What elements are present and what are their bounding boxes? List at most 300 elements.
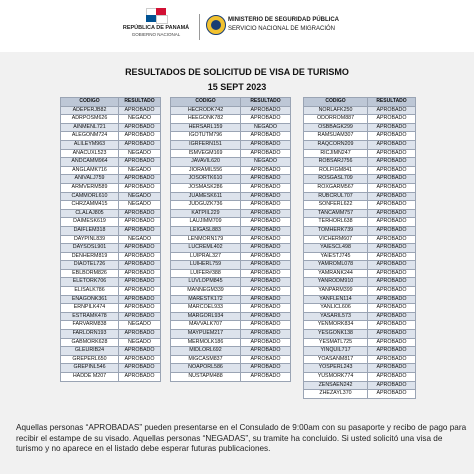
applicant-code: ROSGASL709 [304,175,368,184]
table-row [61,321,161,330]
result-value: APROBADO [241,140,291,149]
result-value: APROBADO [241,192,291,201]
applicant-code: DAYPINL839 [61,235,119,244]
table-row [304,304,416,313]
table-row [304,261,416,270]
applicant-code: ISMVEGM169 [171,149,241,158]
applicant-code: YOASANM817 [304,355,368,364]
applicant-code: YESMATL725 [304,338,368,347]
table-row [61,252,161,261]
table-row [61,106,161,115]
table-row [171,355,291,364]
table-row [61,115,161,124]
table-row [61,330,161,339]
applicant-code: ODORROM887 [304,115,368,124]
table-row [61,373,161,382]
result-value: APROBADO [241,269,291,278]
result-value: APROBADO [368,218,416,227]
table-row [304,166,416,175]
result-value: APROBADO [119,183,161,192]
table-row [61,312,161,321]
table-row [304,235,416,244]
result-value: APROBADO [368,381,416,390]
table-row [171,140,291,149]
table-row [304,158,416,167]
applicant-code: ROLFIGM841 [304,166,368,175]
applicant-code: CHRZAMM415 [61,201,119,210]
table-row [171,192,291,201]
table-row [171,226,291,235]
applicant-code: ANGLAMK716 [61,166,119,175]
table-row [171,244,291,253]
table-row [171,347,291,356]
applicant-code: JAVAVIL620 [171,158,241,167]
applicant-code: HECRODK742 [171,106,241,115]
applicant-code: YAMROML078 [304,261,368,270]
result-value: APROBADO [119,278,161,287]
result-value: APROBADO [368,209,416,218]
table-row [171,209,291,218]
result-value: APROBADO [119,295,161,304]
result-value: NEGADO [119,201,161,210]
table-row [61,158,161,167]
applicant-code: YANFLEN114 [304,295,368,304]
table-row [61,304,161,313]
result-value: APROBADO [368,183,416,192]
table-row [171,158,291,167]
table-row [304,175,416,184]
table-row [171,149,291,158]
applicant-code: NUSTAPM488 [171,373,241,382]
result-value: APROBADO [119,373,161,382]
table-header-row [171,98,291,107]
result-value: APROBADO [119,132,161,141]
table-row [304,364,416,373]
applicant-code: ARMVERM589 [61,183,119,192]
table-row [304,201,416,210]
applicant-code: ANIVALJ759 [61,175,119,184]
table-row [304,330,416,339]
result-value: APROBADO [119,364,161,373]
applicant-code: MIDLORL692 [171,347,241,356]
table-row [171,304,291,313]
table-row [61,287,161,296]
result-value: APROBADO [119,106,161,115]
result-value: NEGADO [119,149,161,158]
result-value: APROBADO [119,218,161,227]
applicant-code: MERMOLK186 [171,338,241,347]
table-row [61,183,161,192]
result-value: NEGADO [119,166,161,175]
result-value: APROBADO [368,278,416,287]
result-value: APROBADO [368,338,416,347]
result-value: APROBADO [368,192,416,201]
applicant-code: ALILEYM963 [61,140,119,149]
result-value: APROBADO [368,304,416,313]
applicant-code: ADEPERJB82 [61,106,119,115]
result-value: APROBADO [368,355,416,364]
table-row [304,132,416,141]
applicant-code: LUIHERL759 [171,261,241,270]
result-value: APROBADO [241,261,291,270]
table-row [171,312,291,321]
table-row [61,347,161,356]
result-value: NEGADO [119,192,161,201]
result-value: APROBADO [368,269,416,278]
table-row [171,166,291,175]
result-value: APROBADO [119,175,161,184]
result-value: APROBADO [119,244,161,253]
result-value: APROBADO [241,321,291,330]
applicant-code: YENMORK834 [304,321,368,330]
table-row [171,330,291,339]
applicant-code: JIORAMIL556 [171,166,241,175]
applicant-code: ELISALK786 [61,287,119,296]
table-row [304,287,416,296]
header-divider [199,14,200,40]
applicant-code: NOAPORL586 [171,364,241,373]
result-value: APROBADO [241,304,291,313]
result-value: APROBADO [368,166,416,175]
result-value: APROBADO [241,312,291,321]
table-row [304,106,416,115]
applicant-code: TANCAMM757 [304,209,368,218]
table-row [171,132,291,141]
result-value: NEGADO [241,158,291,167]
result-value: APROBADO [241,347,291,356]
applicant-code: AINMENL721 [61,123,119,132]
table-row [304,123,416,132]
applicant-code: YUSMORK774 [304,373,368,382]
applicant-code: TERHORL638 [304,218,368,227]
result-value: APROBADO [119,330,161,339]
panama-flag-icon [146,8,166,22]
table-row [61,269,161,278]
table-row [171,115,291,124]
result-value: APROBADO [241,149,291,158]
applicant-code: LAUJIMM709 [171,218,241,227]
result-value: APROBADO [241,235,291,244]
applicant-code: NORLAFK250 [304,106,368,115]
table-row [61,123,161,132]
applicant-code: RUBCRUL707 [304,192,368,201]
table-row [304,373,416,382]
applicant-code: ADRPOSM626 [61,115,119,124]
applicant-code: RAQCORN209 [304,140,368,149]
table-row [61,201,161,210]
column-header-code: CÓDIGO [304,98,368,107]
applicant-code: LEIGASL883 [171,226,241,235]
applicant-code: YAIESTJ745 [304,252,368,261]
table-row [304,244,416,253]
applicant-code: OSBBAGK299 [304,123,368,132]
result-value: APROBADO [241,106,291,115]
result-value: APROBADO [368,132,416,141]
table-row [61,278,161,287]
header-bar [0,0,474,52]
table-row [171,201,291,210]
applicant-code: TOMHERK739 [304,226,368,235]
applicant-code: LENMORN179 [171,235,241,244]
result-value: APROBADO [119,252,161,261]
result-value: APROBADO [119,287,161,296]
result-value: APROBADO [119,355,161,364]
applicant-code: YANLICL606 [304,304,368,313]
applicant-code: YESGONK138 [304,330,368,339]
applicant-code: DAIFLEM318 [61,226,119,235]
result-value: APROBADO [119,209,161,218]
applicant-code: ZHEZAYL370 [304,390,368,399]
result-value: NEGADO [119,115,161,124]
table-header-row [61,98,161,107]
result-value: APROBADO [241,175,291,184]
result-value: APROBADO [368,235,416,244]
applicant-code: DAIMESK619 [61,218,119,227]
applicant-code: YAIESCL498 [304,244,368,253]
column-header-result: RESULTADO [241,98,291,107]
result-value: APROBADO [119,158,161,167]
table-row [304,183,416,192]
applicant-code: SONFERL622 [304,201,368,210]
table-row [304,218,416,227]
result-value: APROBADO [368,140,416,149]
applicant-code: JUDGUZK736 [171,201,241,210]
footer-note: Aquellas personas “APROBADAS” pueden presentarse en el Consulado de 9:00am con su pasaporte y recibo de pago para recibir el estampe de su visado. Aquellas personas “NEGADAS”, su tramite ha concluido. Si usted solicitó una visa de turismo y no aparece en el listado debe esperar futuras publicaciones. [16,423,467,453]
result-value: APROBADO [241,373,291,382]
applicant-code: MAYPUEM217 [171,330,241,339]
table-row [171,183,291,192]
table-row [304,312,416,321]
applicant-code: IGOTUTM796 [171,132,241,141]
applicant-code: MARCOEL933 [171,304,241,313]
results-table-2 [170,97,291,382]
applicant-code: ALEGONM724 [61,132,119,141]
table-row [304,278,416,287]
table-header-row [304,98,416,107]
applicant-code: CLALAJ805 [61,209,119,218]
table-row [171,123,291,132]
result-value: APROBADO [241,252,291,261]
result-value: APROBADO [368,330,416,339]
table-row [171,287,291,296]
result-value: APROBADO [368,312,416,321]
result-value: APROBADO [241,209,291,218]
result-value: APROBADO [119,312,161,321]
applicant-code: GREPINL546 [61,364,119,373]
applicant-code: DAYSOSL901 [61,244,119,253]
gov-name: REPÚBLICA DE PANAMÁ [122,25,190,31]
result-value: APROBADO [241,226,291,235]
result-value: APROBADO [241,166,291,175]
results-table-3 [303,97,416,399]
table-row [61,132,161,141]
applicant-code: ESTRAMK478 [61,312,119,321]
result-value: APROBADO [119,123,161,132]
result-value: APROBADO [241,355,291,364]
result-value: APROBADO [368,175,416,184]
applicant-code: YANPARM399 [304,287,368,296]
result-value: APROBADO [368,252,416,261]
table-row [304,295,416,304]
result-value: APROBADO [368,321,416,330]
result-value: APROBADO [368,364,416,373]
result-value: APROBADO [368,123,416,132]
migration-seal-icon [206,15,226,35]
result-value: APROBADO [241,330,291,339]
result-value: APROBADO [368,373,416,382]
result-value: APROBADO [241,338,291,347]
service-name: SERVICIO NACIONAL DE MIGRACIÓN [228,26,336,32]
applicant-code: JOSMASK286 [171,183,241,192]
table-row [304,252,416,261]
applicant-code: MAVVALK707 [171,321,241,330]
applicant-code: ZENSAEN242 [304,381,368,390]
table-row [304,226,416,235]
applicant-code: HEEGONK782 [171,115,241,124]
result-value: APROBADO [119,226,161,235]
table-row [304,269,416,278]
table-row [171,269,291,278]
result-value: APROBADO [119,269,161,278]
applicant-code: FARVARM838 [61,321,119,330]
table-row [61,166,161,175]
table-row [61,235,161,244]
column-header-result: RESULTADO [368,98,416,107]
table-row [304,115,416,124]
applicant-code: LUIPRAL327 [171,252,241,261]
applicant-code: YINQUIL717 [304,347,368,356]
applicant-code: LUIFER#388 [171,269,241,278]
applicant-code: DENHERM819 [61,252,119,261]
result-value: NEGADO [119,321,161,330]
result-value: APROBADO [241,115,291,124]
column-header-code: CÓDIGO [171,98,241,107]
applicant-code: YANRODM910 [304,278,368,287]
applicant-code: JOSORTK610 [171,175,241,184]
result-value: APROBADO [241,183,291,192]
applicant-code: MARESTK172 [171,295,241,304]
applicant-code: ERNPILK474 [61,304,119,313]
table-row [61,338,161,347]
table-row [304,192,416,201]
applicant-code: VICHERM607 [304,235,368,244]
applicant-code: IGRFERN151 [171,140,241,149]
applicant-code: MANNEGM339 [171,287,241,296]
result-value: APROBADO [241,295,291,304]
table-row [61,140,161,149]
result-value: APROBADO [368,295,416,304]
result-value: NEGADO [119,338,161,347]
page-date: 15 SEPT 2023 [207,82,267,92]
table-row [61,355,161,364]
result-value: APROBADO [119,261,161,270]
gov-subtitle: GOBIERNO NACIONAL [131,32,181,37]
table-row [171,218,291,227]
result-value: APROBADO [241,244,291,253]
result-value: APROBADO [241,278,291,287]
table-row [171,373,291,382]
applicant-code: YOSPERL243 [304,364,368,373]
applicant-code: MIGCASM837 [171,355,241,364]
result-value: APROBADO [119,304,161,313]
applicant-code: ANDCAMM964 [61,158,119,167]
table-row [304,209,416,218]
result-value: APROBADO [119,347,161,356]
table-row [61,192,161,201]
table-row [61,226,161,235]
result-value: APROBADO [368,201,416,210]
result-value: NEGADO [119,235,161,244]
result-value: APROBADO [241,287,291,296]
applicant-code: FARLORN193 [61,330,119,339]
table-row [171,295,291,304]
applicant-code: GABMORK628 [61,338,119,347]
table-row [171,235,291,244]
column-header-code: CÓDIGO [61,98,119,107]
result-value: APROBADO [368,287,416,296]
table-row [304,140,416,149]
applicant-code: ENAGONK361 [61,295,119,304]
table-row [61,261,161,270]
applicant-code: ROBSARJ756 [304,158,368,167]
table-row [304,355,416,364]
applicant-code: HADDE M207 [61,373,119,382]
applicant-code: ROXGARM567 [304,183,368,192]
result-value: APROBADO [241,364,291,373]
result-value: APROBADO [368,149,416,158]
result-value: APROBADO [241,132,291,141]
table-row [304,338,416,347]
table-row [304,381,416,390]
result-value: NEGADO [241,123,291,132]
result-value: APROBADO [119,140,161,149]
table-row [61,244,161,253]
table-row [171,175,291,184]
applicant-code: RAMSUAM307 [304,132,368,141]
applicant-code: CAMMORL610 [61,192,119,201]
applicant-code: YASARIL573 [304,312,368,321]
table-row [61,175,161,184]
result-value: APROBADO [241,201,291,210]
table-row [61,364,161,373]
page-title: RESULTADOS DE SOLICITUD DE VISA DE TURISMO [125,67,349,77]
applicant-code: MARGORL934 [171,312,241,321]
result-value: APROBADO [368,244,416,253]
column-header-result: RESULTADO [119,98,161,107]
applicant-code: ANACUXL523 [61,149,119,158]
result-value: APROBADO [368,347,416,356]
table-row [171,364,291,373]
applicant-code: ELETORK706 [61,278,119,287]
table-row [304,347,416,356]
applicant-code: RICJIMN247 [304,149,368,158]
applicant-code: HERSARL159 [171,123,241,132]
table-row [304,321,416,330]
table-row [171,338,291,347]
table-row [171,106,291,115]
applicant-code: LUCREML402 [171,244,241,253]
result-value: APROBADO [241,218,291,227]
table-row [171,252,291,261]
applicant-code: GLEURIB24 [61,347,119,356]
applicant-code: GREPERL650 [61,355,119,364]
results-table-1 [60,97,161,382]
table-row [171,278,291,287]
result-value: APROBADO [368,390,416,399]
applicant-code: LUVLOPM845 [171,278,241,287]
result-value: APROBADO [368,115,416,124]
table-row [61,218,161,227]
